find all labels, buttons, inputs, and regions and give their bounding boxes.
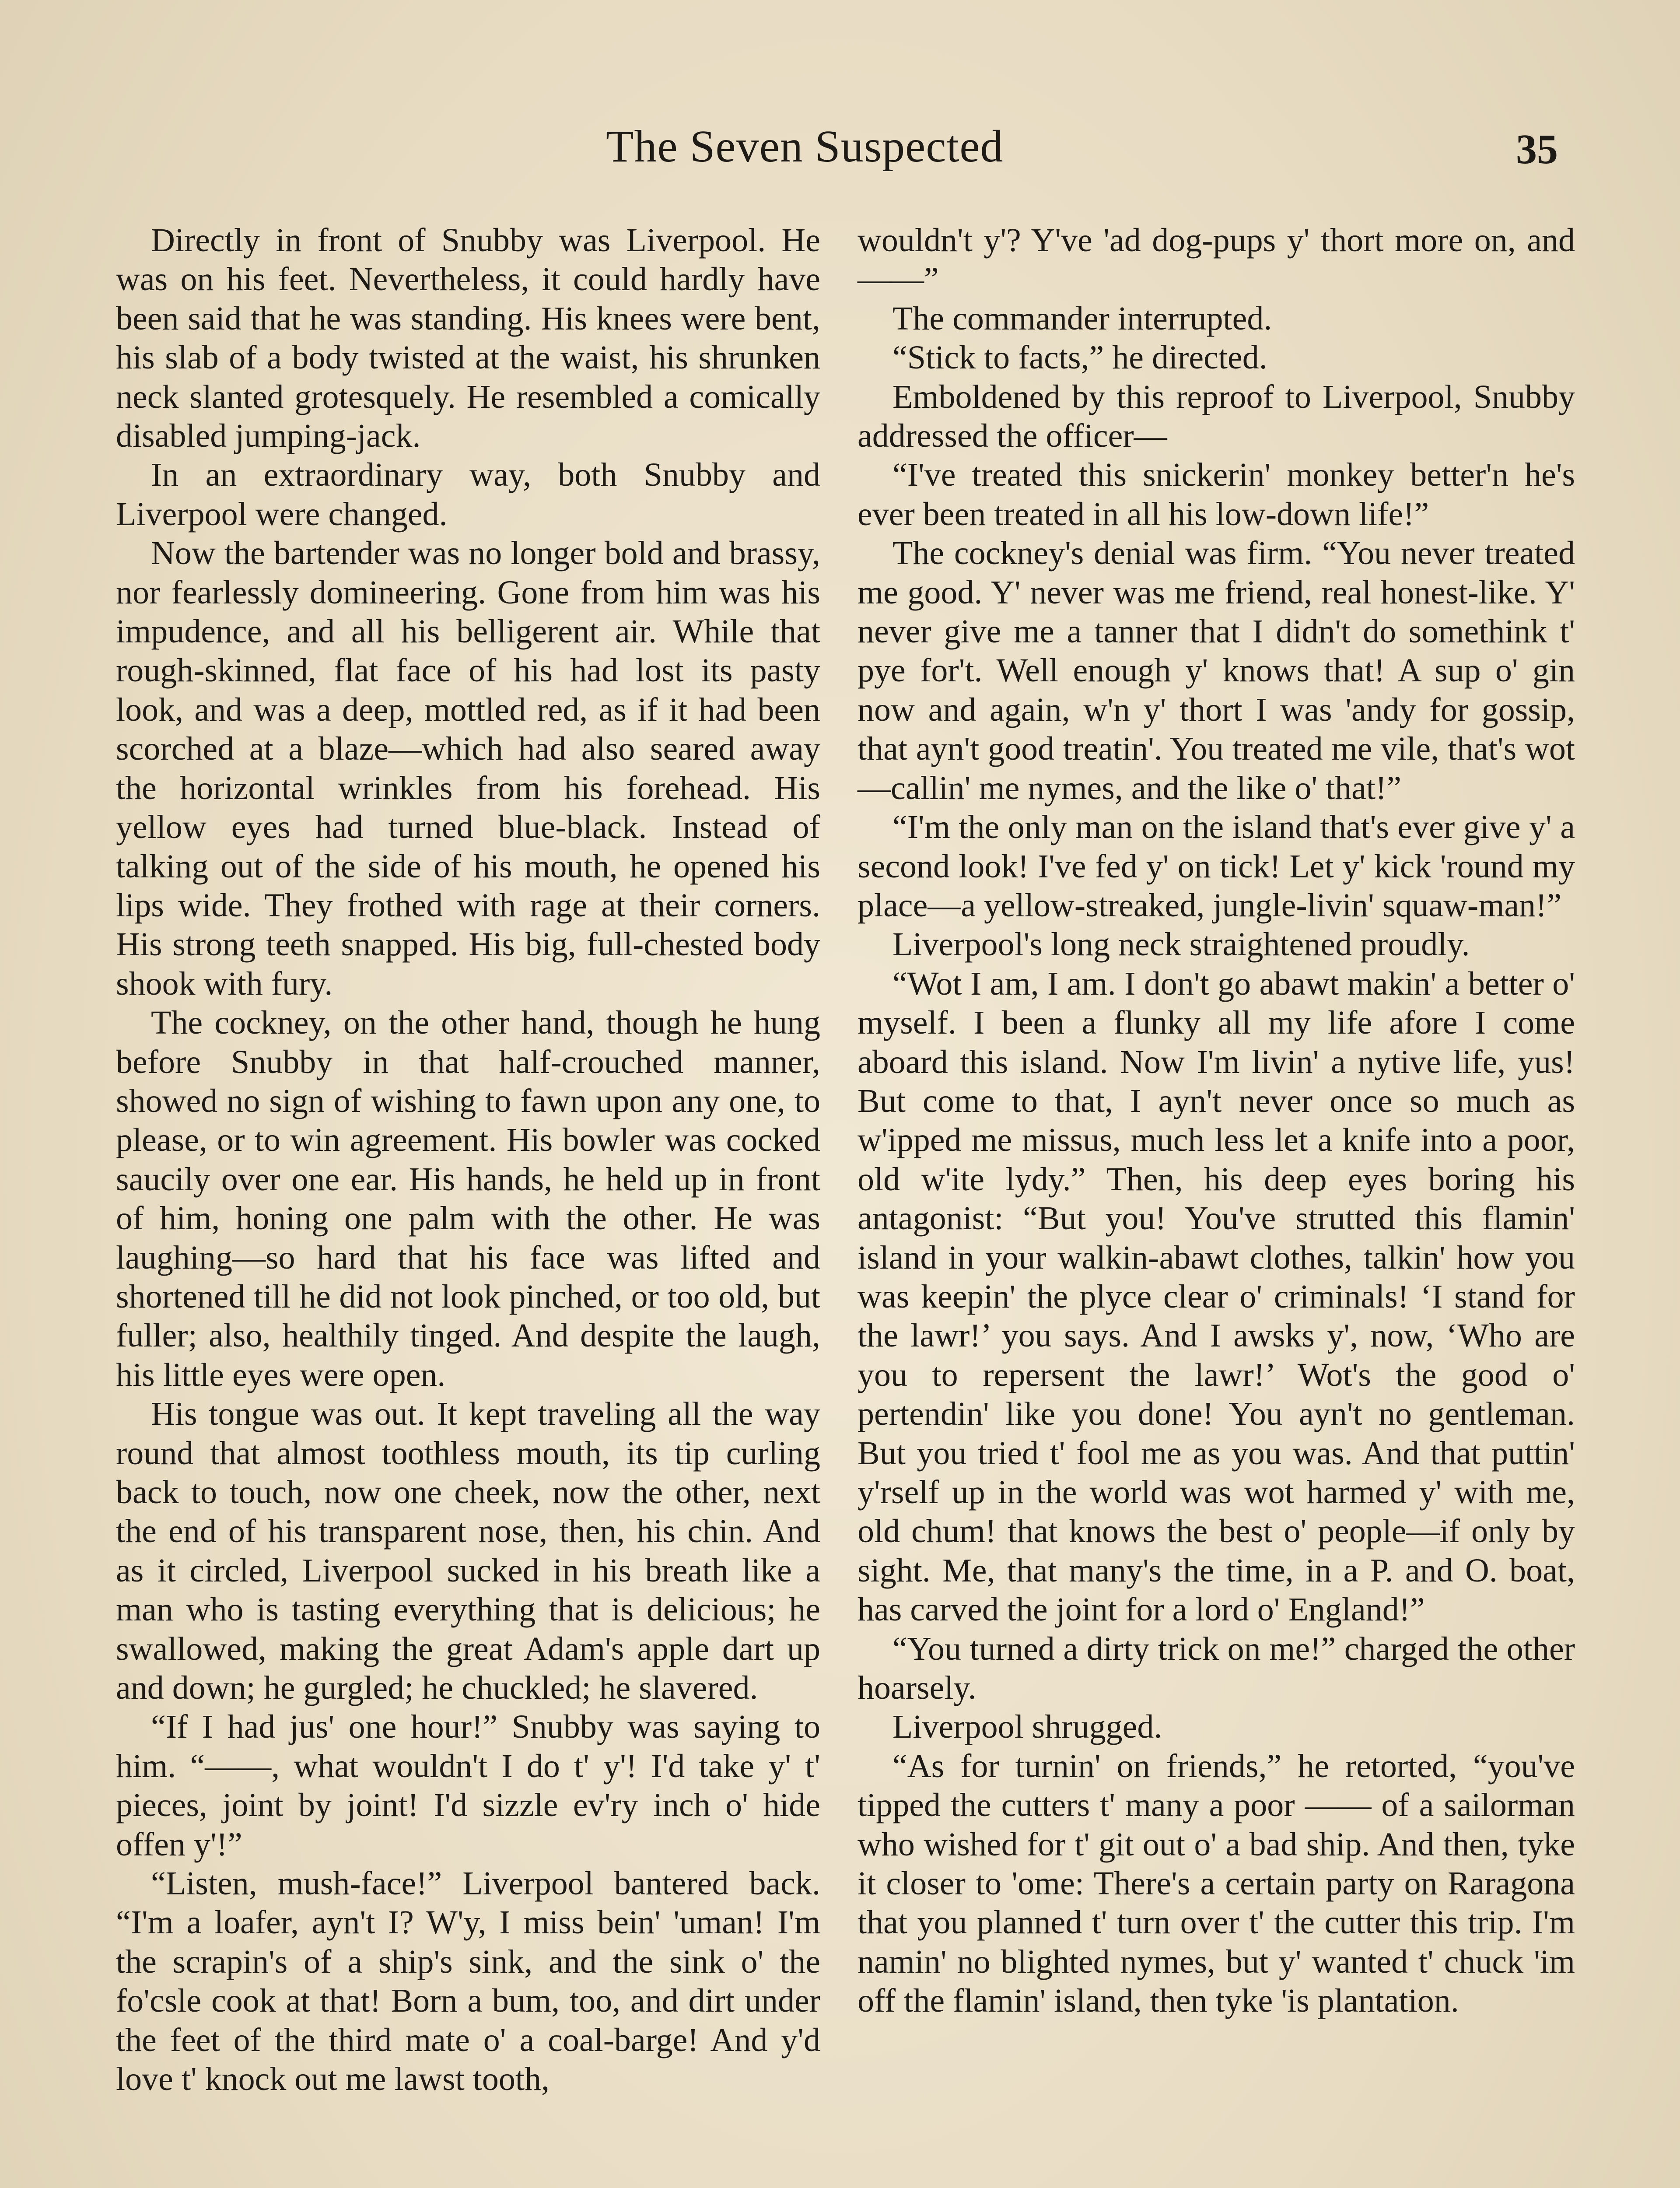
- paragraph: Now the bartender was no longer bold and brassy, nor fearlessly domineering. Gone from him was his impudence, and all his belligerent air. While that rough-skinned, flat face of his had lost its pasty look, and was a deep, mottled red, as if it had been scorched at a blaze—which had also seared away the horizontal wrinkles from his forehead. His yellow eyes had turned blue-black. Instead of talking out of the side of his mouth, he opened his lips wide. They frothed with rage at their corners. His strong teeth snapped. His big, full-chested body shook with fury.: [116, 535, 820, 1002]
- page-number: 35: [1516, 126, 1558, 172]
- page-header: [0, 120, 1680, 182]
- paragraph-continued: wouldn't y'? Y've 'ad dog-pups y' thort more on, and——”: [858, 222, 1575, 298]
- paragraph: “I've treated this snickerin' monkey better'n he's ever been treated in all his low-down life!”: [858, 456, 1575, 533]
- paragraph: “As for turnin' on friends,” he retorted, “you've tipped the cutters t' many a poor —— of a sailorman who wished for t' git out o' a bad ship. And then, tyke it closer to 'ome: There's a certain party on Raragona that you planned t' turn over t' the cutter this trip. I'm namin' no blighted nymes, but y' wanted t' chuck 'im off the flamin' island, then tyke 'is plantation.: [858, 1747, 1575, 2020]
- right-column: [858, 221, 1575, 2021]
- paragraph: His tongue was out. It kept traveling all the way round that almost toothless mouth, its tip curling back to touch, now one cheek, now the other, next the end of his transparent nose, then, his chin. And as it circled, Liverpool sucked in his breath like a man who is tasting everything that is delicious; he swallowed, making the great Adam's apple dart up and down; he gurgled; he chuckled; he slavered.: [116, 1396, 820, 1707]
- paragraph: “Stick to facts,” he directed.: [892, 339, 1267, 376]
- paragraph: Emboldened by this reproof to Liverpool, Snubby addressed the officer—: [858, 378, 1575, 455]
- paragraph: Liverpool's long neck straightened proudly.: [892, 926, 1470, 963]
- left-column: [116, 221, 820, 2099]
- paragraph: “If I had jus' one hour!” Snubby was saying to him. “——, what wouldn't I do t' y'! I'd take y' t' pieces, joint by joint! I'd sizzle ev'ry inch o' hide offen y'!”: [116, 1708, 820, 1863]
- paragraph: The commander interrupted.: [892, 300, 1272, 337]
- paragraph: “Wot I am, I am. I don't go abawt makin' a better o' myself. I been a flunky all my life afore I come aboard this island. Now I'm livin' a nytive life, yus! But come to that, I ayn't never once so much as w'ipped me missus, much less let a knife into a poor, old w'ite lydy.” Then, his deep eyes boring his antagonist: “But you! You've strutted this flamin' island in your walkin-abawt clothes, talkin' how you was keepin' the plyce clear o' criminals! ‘I stand for the lawr!’ you says. And I awsks y', now, ‘Who are you to repersent the lawr!’ Wot's the good o' pertendin' like you done! You ayn't no gentleman. But you tried t' fool me as you was. And that puttin' y'rself up in the world was wot harmed y' with me, old chum! that knows the best o' people—if only by sight. Me, that many's the time, in a P. and O. boat, has carved the joint for a lord o' England!”: [858, 965, 1575, 1628]
- paragraph: Directly in front of Snubby was Liverpool. He was on his feet. Nevertheless, it could hardly have been said that he was standing. His knees were bent, his slab of a body twisted at the waist, his shrunken neck slanted grotesquely. He resembled a comically disabled jumping-jack.: [116, 222, 820, 455]
- paragraph: “I'm the only man on the island that's ever give y' a second look! I've fed y' on tick! Let y' kick 'round my place—a yellow-streaked, jungle-livin' squaw-man!”: [858, 809, 1575, 924]
- running-head: The Seven Suspected: [606, 121, 1004, 172]
- paragraph: The cockney's denial was firm. “You never treated me good. Y' never was me friend, real honest-like. Y' never give me a tanner that I didn't do somethink t' pye for't. Well enough y' knows that! A sup o' gin now and again, w'n y' thort I was 'andy for gossip, that ayn't good treatin'. You treated me vile, that's wot—callin' me nymes, and the like o' that!”: [858, 535, 1575, 806]
- paragraph: Liverpool shrugged.: [892, 1708, 1162, 1746]
- paragraph: In an extraordinary way, both Snubby and Liverpool were changed.: [116, 456, 820, 533]
- paragraph: “You turned a dirty trick on me!” charged the other hoarsely.: [858, 1630, 1575, 1707]
- paragraph: “Listen, mush-face!” Liverpool bantered back. “I'm a loafer, ayn't I? W'y, I miss bein' 'uman! I'm the scrapin's of a ship's sink, and the sink o' the fo'csle cook at that! Born a bum, too, and dirt under the feet of the third mate o' a coal-barge! And y'd love t' knock out me lawst tooth,: [116, 1865, 820, 2098]
- paragraph: The cockney, on the other hand, though he hung before Snubby in that half-crouched manner, showed no sign of wishing to fawn upon any one, to please, or to win agreement. His bowler was cocked saucily over one ear. His hands, he held up in front of him, honing one palm with the other. He was laughing—so hard that his face was lifted and shortened till he did not look pinched, or too old, but fuller; also, healthily tinged. And despite the laugh, his little eyes were open.: [116, 1004, 820, 1393]
